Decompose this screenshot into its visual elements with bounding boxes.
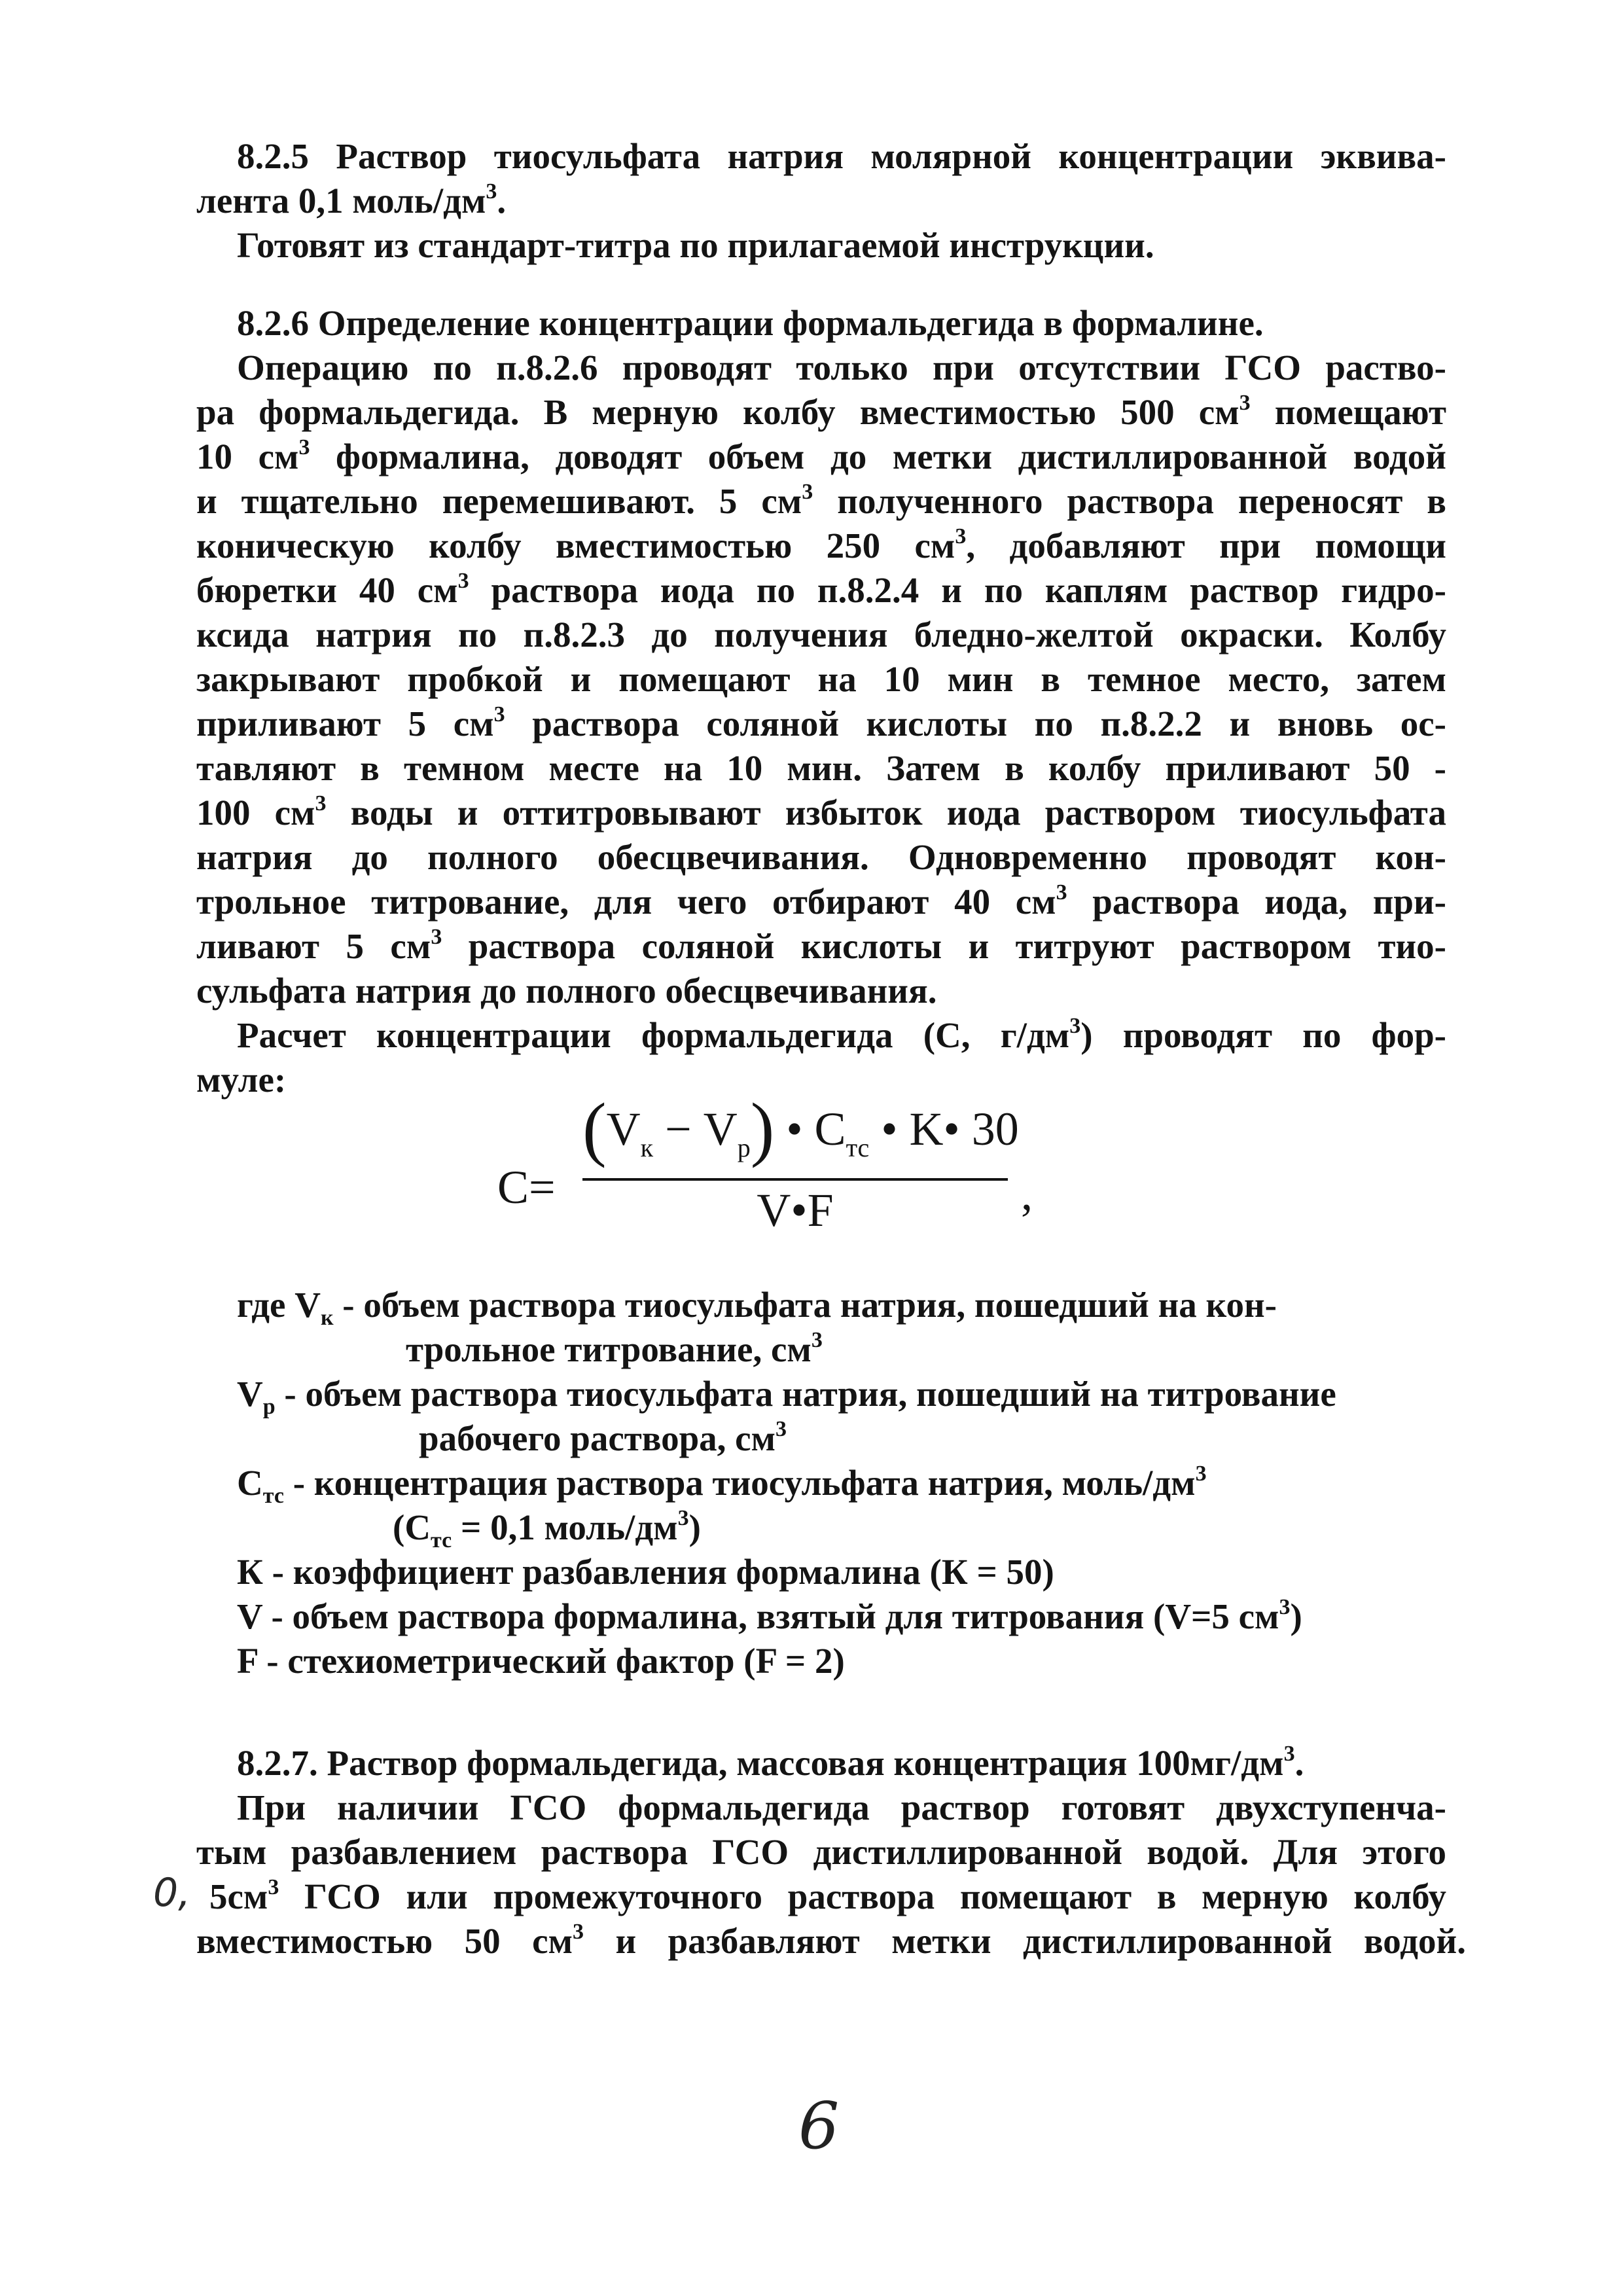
paragraph-line: муле:	[196, 1060, 287, 1100]
section-8-2-7-heading: 8.2.7. Раствор формальдегида, массовая концентрация $100мг/дм^3$.	[237, 1742, 1304, 1783]
paragraph-line: трольное титрование, для чего отбирают 40 $см^3$ раствора иода, при-	[196, 880, 1446, 922]
paragraph-line: приливают 5 $см^3$ раствора соляной кислоты по п.8.2.2 и вновь ос-	[196, 702, 1446, 744]
formula-lhs: C=	[497, 1161, 556, 1213]
page-number: 6	[798, 2089, 840, 2164]
paragraph-line: сульфата натрия до полного обесцвечивания.	[196, 971, 937, 1011]
section-8-2-5-text: Готовят из стандарт-титра по прилагаемой инструкции.	[237, 225, 1154, 265]
paragraph-line: Операцию по п.8.2.6 проводят только при отсутствии ГСО раство-	[237, 348, 1446, 387]
definition-vp-cont: рабочего раствора, $см^3$	[419, 1417, 787, 1458]
handwritten-correction: 0,	[153, 1870, 191, 1916]
fraction-bar	[582, 1178, 1008, 1181]
concentration-formula	[484, 1088, 1086, 1270]
definition-ctc-value: ($С_{тс} = 0,1$ моль/$дм^3$)	[393, 1506, 701, 1552]
paragraph-line: натрия до полного обесцвечивания. Одновременно проводят кон-	[196, 837, 1446, 877]
definition-v: V - объем раствора формалина, взятый для титрования (V=5 $см^3$)	[237, 1595, 1302, 1636]
definition-k: К - коэффициент разбавления формалина (К = 50)	[237, 1552, 1054, 1592]
formula-comma: ,	[1021, 1168, 1033, 1220]
definition-f: F - стехиометрический фактор (F = 2)	[237, 1641, 845, 1681]
section-8-2-5-line-2: лента 0,1 моль/$дм^3$.	[196, 179, 507, 221]
formula-numerator: $(V_к - V_р)$ • $C_{тс}$ • K• 30	[582, 1088, 1019, 1168]
definition-vp: $V_р$ - объем раствора тиосульфата натрия, пошедший на титрование	[237, 1374, 1336, 1419]
paragraph-line: При наличии ГСО формальдегида раствор готовят двухступенча-	[237, 1787, 1446, 1827]
definition-vk: где $V_к$ - объем раствора тиосульфата натрия, пошедший на кон-	[237, 1285, 1277, 1330]
paragraph-line: ливают 5 $см^3$ раствора соляной кислоты и титруют раствором тио-	[196, 925, 1446, 966]
paragraph-line: и тщательно перемешивают. 5 $см^3$ полученного раствора переносят в	[196, 480, 1447, 521]
paragraph-line: закрывают пробкой и помещают на 10 мин в темное место, затем	[196, 659, 1446, 699]
formula-denominator: V•F	[757, 1184, 834, 1236]
section-8-2-6	[196, 301, 1446, 1102]
paragraph-line: тым разбавлением раствора ГСО дистиллированной водой. Для этого	[196, 1832, 1446, 1872]
paragraph-line: коническую колбу вместимостью 250 $см^3$, добавляют при помощи	[196, 524, 1446, 565]
section-8-2-6-heading: 8.2.6 Определение концентрации формальдегида в формалине.	[237, 303, 1264, 343]
paragraph-line: Расчет концентрации формальдегида (С, $г/дм^3$) проводят по фор-	[237, 1014, 1446, 1055]
paragraph-line: вместимостью 50 $см^3$ и разбавляют метки дистиллированной водой.	[196, 1920, 1466, 1961]
paragraph-line: ксида натрия по п.8.2.3 до получения бледно-желтой окраски. Колбу	[196, 615, 1446, 655]
variable-definitions	[196, 1283, 1446, 1683]
section-8-2-7	[196, 1741, 1466, 1964]
paragraph-line: бюретки 40 $см^3$ раствора иода по п.8.2.4 и по каплям раствор гидро-	[196, 569, 1446, 610]
definition-vk-cont: трольное титрование, $см^3$	[406, 1328, 823, 1369]
paragraph-line: 10 $см^3$ формалина, доводят объем до метки дистиллированной водой	[196, 435, 1446, 476]
section-8-2-5-heading: 8.2.5 Раствор тиосульфата натрия молярной концентрации эквива-	[237, 136, 1446, 176]
paragraph-line: ра формальдегида. В мерную колбу вместимостью 500 $см^3$ помещают	[196, 391, 1446, 432]
paragraph-line: 100 $см^3$ воды и оттитровывают избыток иода раствором тиосульфата	[196, 791, 1446, 833]
paragraph-line: тавляют в темном месте на 10 мин. Затем в колбу приливают 50 -	[196, 748, 1446, 788]
definition-ctc: $С_{тс}$ - концентрация раствора тиосульфата натрия, моль/$дм^3$	[237, 1462, 1207, 1508]
section-8-2-5	[196, 134, 1446, 268]
paragraph-line: $5см^3$ ГСО или промежуточного раствора помещают в мерную колбу	[209, 1875, 1446, 1916]
